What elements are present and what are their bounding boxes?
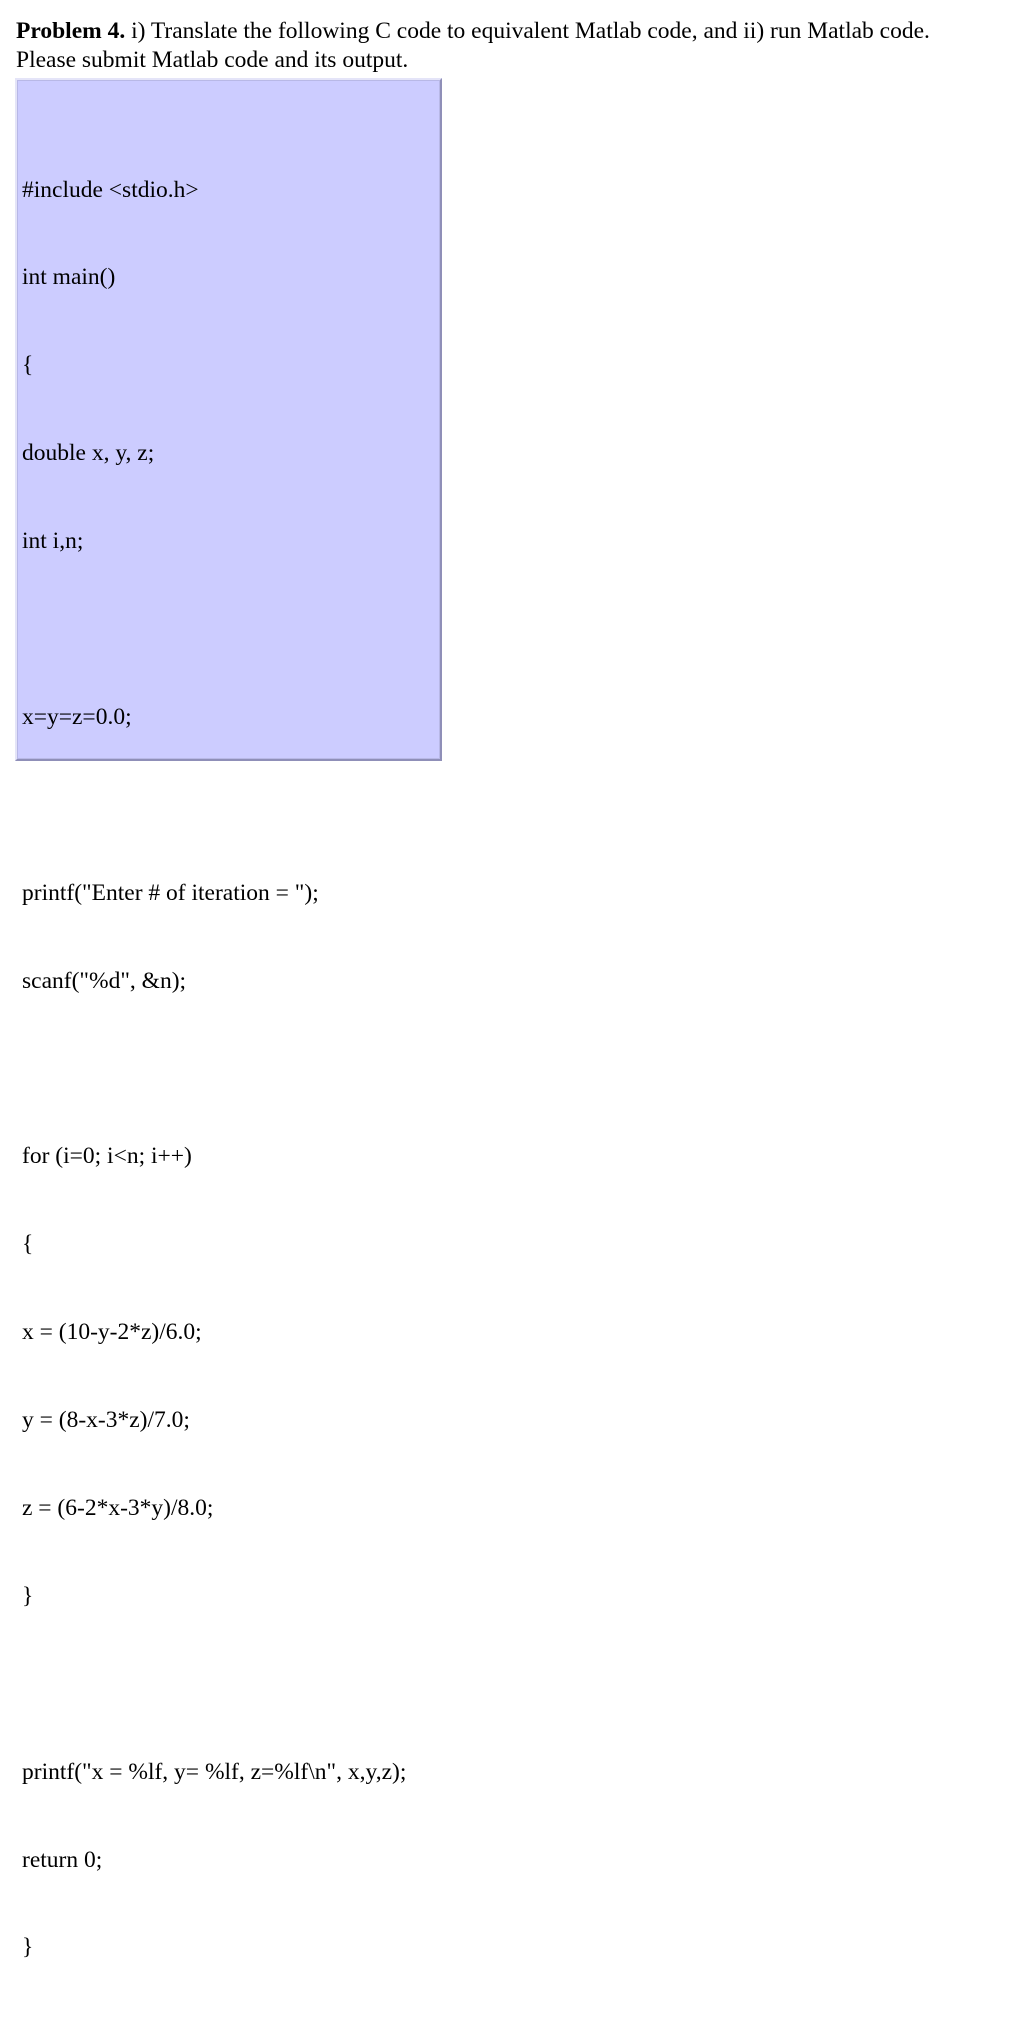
code-line: x = (10-y-2*z)/6.0; — [22, 1319, 202, 1346]
code-line: } — [22, 1934, 34, 1961]
code-line: x=y=z=0.0; — [22, 703, 132, 730]
code-line: return 0; — [22, 1846, 103, 1873]
code-line: double x, y, z; — [22, 440, 155, 467]
code-line: y = (8-x-3*z)/7.0; — [22, 1407, 190, 1434]
code-box — [15, 78, 442, 1961]
code-line: { — [22, 352, 34, 379]
problem-instruction: i) Translate the following C code to equivalent Matlab code, and ii) run Matlab code. — [125, 18, 930, 44]
problem-label: Problem 4. — [16, 18, 126, 44]
code-line — [22, 1670, 406, 1699]
code-line: scanf("%d", &n); — [22, 967, 187, 994]
problem-line-1 — [16, 17, 1016, 46]
code-line: for (i=0; i<n; i++) — [22, 1143, 192, 1170]
code-line: } — [22, 1582, 34, 1609]
code-line: int i,n; — [22, 528, 84, 555]
code-line — [22, 615, 406, 644]
problem-submission-note: Please submit Matlab code and its output. — [16, 47, 409, 73]
code-line: z = (6-2*x-3*y)/8.0; — [22, 1494, 214, 1521]
code-line: printf("x = %lf, y= %lf, z=%lf\n", x,y,z); — [22, 1758, 407, 1785]
code-line: int main() — [22, 264, 116, 291]
code-line — [22, 791, 406, 820]
code-line — [22, 1055, 406, 1084]
code-line: #include <stdio.h> — [22, 176, 199, 203]
c-code-listing — [22, 117, 406, 2021]
code-line: { — [22, 1231, 34, 1258]
problem-statement — [16, 17, 1016, 75]
code-line: printf("Enter # of iteration = "); — [22, 879, 319, 906]
